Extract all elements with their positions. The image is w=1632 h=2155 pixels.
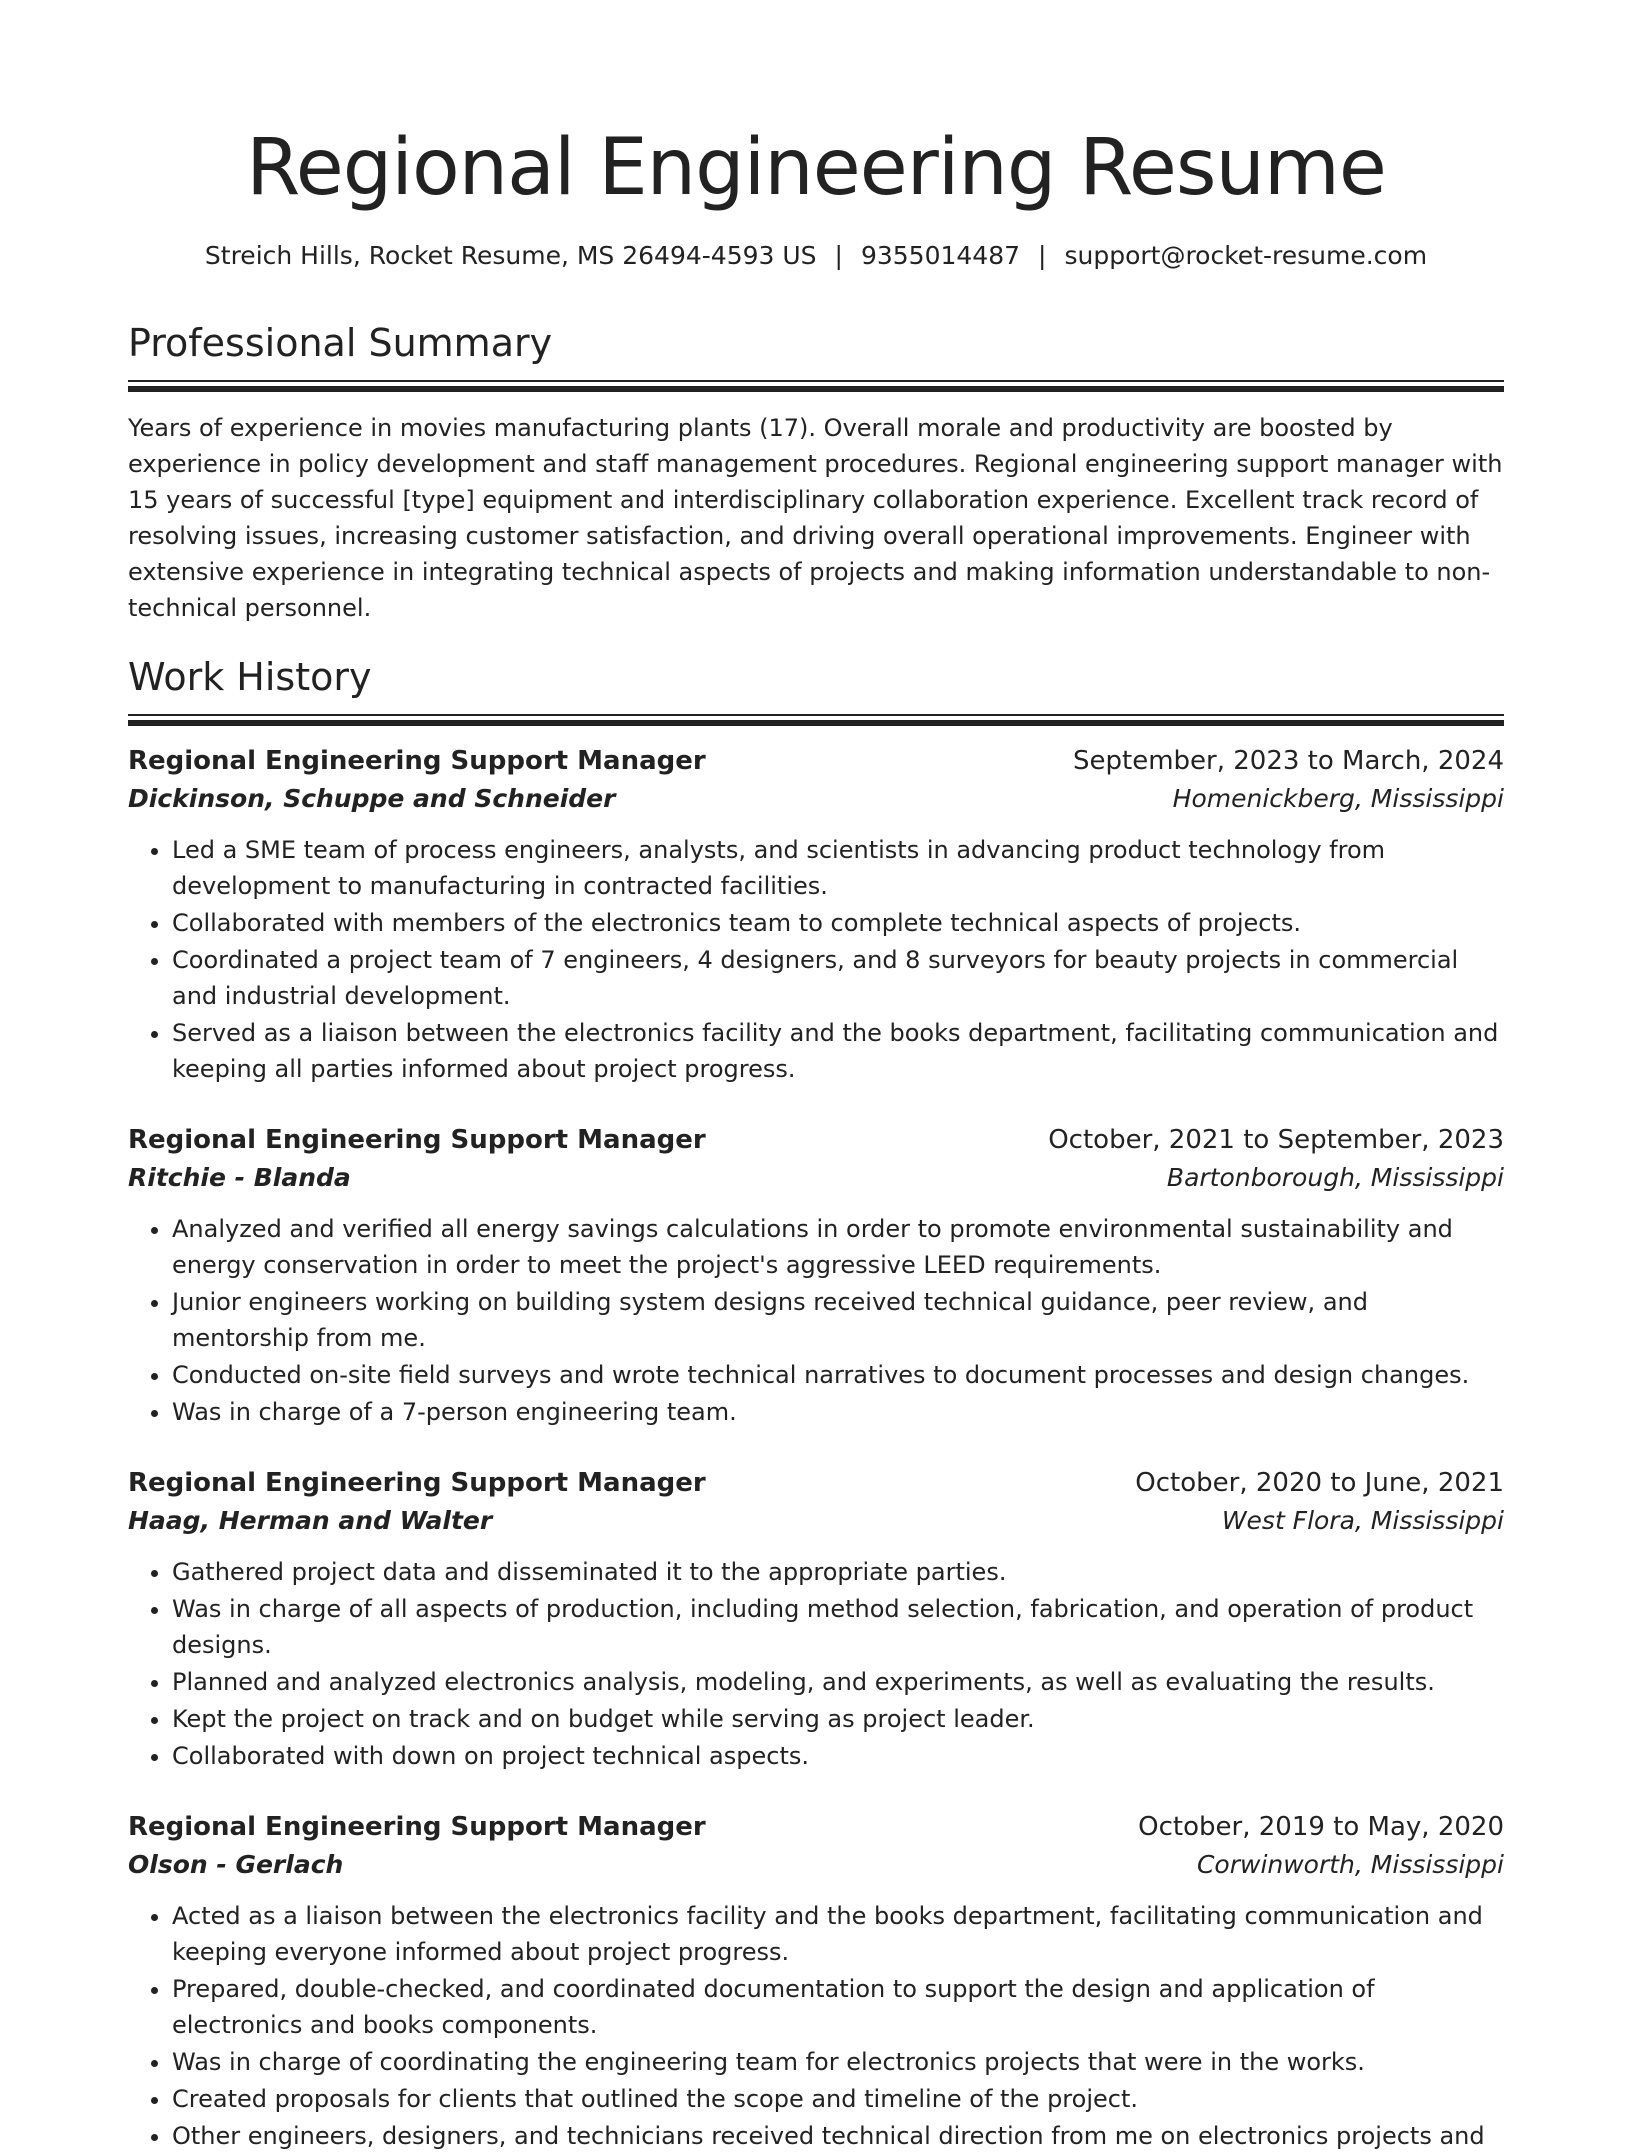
resume-page <box>128 0 1504 2155</box>
section-divider <box>128 380 1504 392</box>
work-history-heading: Work History <box>128 655 372 699</box>
job-bullet: • Led a SME team of process engineers, analysts, and scientists in advancing product technology from development to manufacturing in contracted facilities. <box>172 832 1504 904</box>
job-entry <box>128 1808 1504 2154</box>
job-entry <box>128 1464 1504 1774</box>
job-title: Regional Engineering Support Manager <box>128 746 706 776</box>
job-bullet: • Was in charge of a 7-person engineering team. <box>172 1394 1504 1430</box>
job-title: Regional Engineering Support Manager <box>128 1125 706 1155</box>
summary-text: Years of experience in movies manufacturing plants (17). Overall morale and productivity are boosted by experience in policy development and staff management procedures. Regional engineering support manager with 15 years of successful [type] equipment and interdisciplinary collaboration experience. Excellent track record of resolving issues, increasing customer satisfaction, and driving overall operational improvements. Engineer with extensive experience in integrating technical aspects of projects and making information understandable to non-technical personnel. <box>128 414 1503 622</box>
contact-email: support@rocket-resume.com <box>1064 241 1428 270</box>
contact-line <box>128 238 1504 274</box>
section-divider <box>128 714 1504 726</box>
job-header <box>128 742 1504 780</box>
job-entry <box>128 1121 1504 1430</box>
resume-title: Regional Engineering Resume <box>246 123 1386 213</box>
job-bullet: • Collaborated with members of the electronics team to complete technical aspects of projects. <box>172 905 1504 941</box>
job-bullet: • Gathered project data and disseminated it to the appropriate parties. <box>172 1554 1504 1590</box>
job-location: Homenickberg, Mississippi <box>1172 784 1504 813</box>
job-bullet: • Collaborated with down on project technical aspects. <box>172 1738 1504 1774</box>
job-dates: September, 2023 to March, 2024 <box>1073 746 1504 776</box>
job-location: West Flora, Mississippi <box>1221 1506 1504 1535</box>
job-bullet: • Analyzed and verified all energy savings calculations in order to promote environmental sustainability and energy conservation in order to meet the project's aggressive LEED requirements. <box>172 1211 1504 1283</box>
job-bullets <box>128 1211 1504 1430</box>
job-header <box>128 1464 1504 1502</box>
job-subheader <box>128 780 1504 818</box>
job-header <box>128 1808 1504 1846</box>
job-subheader <box>128 1502 1504 1540</box>
contact-separator: | <box>1038 241 1047 270</box>
contact-separator: | <box>834 241 843 270</box>
job-bullets <box>128 832 1504 1087</box>
job-company: Haag, Herman and Walter <box>128 1506 493 1535</box>
job-subheader <box>128 1159 1504 1197</box>
job-title: Regional Engineering Support Manager <box>128 1812 706 1842</box>
job-dates: October, 2021 to September, 2023 <box>1048 1125 1504 1155</box>
job-location: Bartonborough, Mississippi <box>1166 1163 1504 1192</box>
job-entry <box>128 742 1504 1087</box>
job-title: Regional Engineering Support Manager <box>128 1468 706 1498</box>
job-company: Olson - Gerlach <box>128 1850 344 1879</box>
job-dates: October, 2019 to May, 2020 <box>1138 1812 1504 1842</box>
job-subheader <box>128 1846 1504 1884</box>
job-bullet: • Served as a liaison between the electronics facility and the books department, facilitating communication and keeping all parties informed about project progress. <box>172 1015 1504 1087</box>
job-bullet: • Kept the project on track and on budget while serving as project leader. <box>172 1701 1504 1737</box>
job-company: Ritchie - Blanda <box>128 1163 351 1192</box>
job-bullet: • Created proposals for clients that outlined the scope and timeline of the project. <box>172 2081 1504 2117</box>
contact-phone: 9355014487 <box>860 241 1021 270</box>
job-bullet: • Prepared, double-checked, and coordinated documentation to support the design and application of electronics and books components. <box>172 1971 1504 2043</box>
job-dates: October, 2020 to June, 2021 <box>1135 1468 1504 1498</box>
job-company: Dickinson, Schuppe and Schneider <box>128 784 616 813</box>
job-bullet: • Acted as a liaison between the electronics facility and the books department, facilitating communication and keeping everyone informed about project progress. <box>172 1898 1504 1970</box>
job-bullet: • Planned and analyzed electronics analysis, modeling, and experiments, as well as evaluating the results. <box>172 1664 1504 1700</box>
contact-address: Streich Hills, Rocket Resume, MS 26494-4593 US <box>204 241 817 270</box>
job-bullet: • Coordinated a project team of 7 engineers, 4 designers, and 8 surveyors for beauty projects in commercial and industrial development. <box>172 942 1504 1014</box>
job-location: Corwinworth, Mississippi <box>1196 1850 1504 1879</box>
job-header <box>128 1121 1504 1159</box>
job-bullet: • Other engineers, designers, and technicians received technical direction from me on electronics projects and <box>172 2118 1504 2154</box>
job-bullet: • Was in charge of all aspects of production, including method selection, fabrication, and operation of product designs. <box>172 1591 1504 1663</box>
job-bullets <box>128 1898 1504 2154</box>
job-bullet: • Junior engineers working on building system designs received technical guidance, peer review, and mentorship from me. <box>172 1284 1504 1356</box>
job-bullet: • Was in charge of coordinating the engineering team for electronics projects that were in the works. <box>172 2044 1504 2080</box>
job-bullet: • Conducted on-site field surveys and wrote technical narratives to document processes and design changes. <box>172 1357 1504 1393</box>
summary-heading: Professional Summary <box>128 321 553 365</box>
job-bullets <box>128 1554 1504 1774</box>
